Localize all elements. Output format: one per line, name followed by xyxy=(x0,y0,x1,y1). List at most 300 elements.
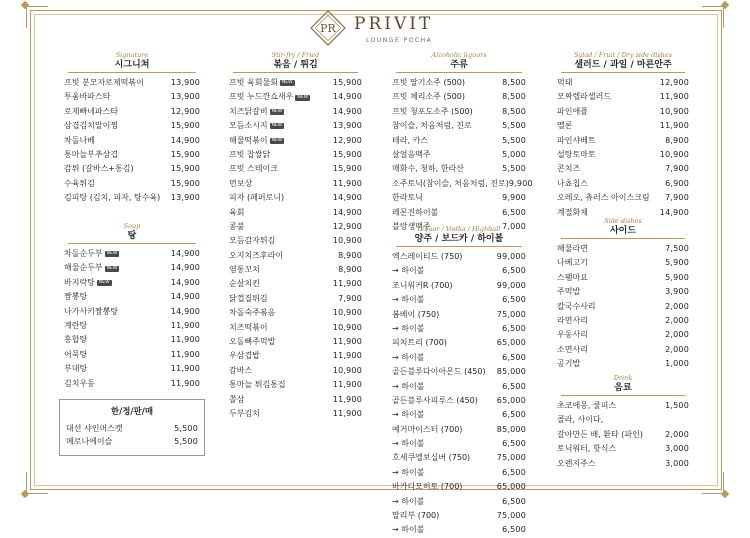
menu-item-name-wrap xyxy=(229,119,284,133)
menu-item-price: 8,500 xyxy=(502,106,526,116)
section-divider xyxy=(233,72,358,73)
menu-item-name-wrap xyxy=(557,191,650,205)
menu-item-price: 99,000 xyxy=(496,252,526,261)
menu-item-name-wrap xyxy=(392,191,423,205)
menu-item xyxy=(392,250,526,264)
menu-item xyxy=(557,300,689,314)
menu-item-price: 3,000 xyxy=(665,444,689,454)
menu-item-price: 1,500 xyxy=(665,401,689,410)
menu-item-price: 11,900 xyxy=(170,320,200,330)
menu-item-name: 갈아만든 배, 환타 (파인) xyxy=(557,429,643,439)
menu-item-name-wrap xyxy=(557,413,603,427)
menu-item xyxy=(557,399,689,413)
section-title-ko: 샐러드 / 과일 / 마른안주 xyxy=(574,60,672,70)
menu-item xyxy=(229,364,362,378)
menu-item-name-wrap xyxy=(64,119,118,133)
menu-item-name-wrap xyxy=(64,348,87,362)
menu-item-name: 프빗 찹쌀닭 xyxy=(229,149,271,159)
menu-item-price: 65,000 xyxy=(496,338,526,348)
menu-item-name: 치즈닭갈비 xyxy=(229,106,268,116)
menu-item-name-wrap xyxy=(557,428,643,442)
menu-item-name: 파인샤베트 xyxy=(557,135,596,145)
menu-item-price: 2,000 xyxy=(665,429,689,439)
menu-item-name-wrap xyxy=(392,250,462,264)
menu-item-price: 11,900 xyxy=(170,364,200,374)
menu-item-name-wrap xyxy=(392,437,424,451)
section-side xyxy=(557,217,689,372)
menu-item-name-wrap xyxy=(557,442,616,456)
section-signature xyxy=(64,51,200,206)
menu-item-name: 오지치즈후라이 xyxy=(229,250,284,260)
menu-item-name: 골든블루다이아몬드 (450) xyxy=(392,367,486,377)
menu-item-name: 프빗 청포도소주 (500) xyxy=(392,106,473,116)
menu-item-name-wrap xyxy=(392,509,439,523)
menu-item xyxy=(557,134,689,148)
menu-item-price: 11,900 xyxy=(170,335,200,345)
menu-item xyxy=(557,271,689,285)
liquor-list xyxy=(392,250,526,538)
menu-item-price: 99,000 xyxy=(496,280,526,290)
menu-item-name: 토닉워터, 핫식스 xyxy=(557,444,617,454)
section-divider xyxy=(561,395,685,396)
menu-item-name: 차돌숙주볶음 xyxy=(229,308,276,318)
menu-item-name: 소면사리 xyxy=(557,344,588,354)
menu-item-name-wrap xyxy=(229,148,270,162)
menu-item xyxy=(392,76,526,90)
menu-item-name: 레몬진하이볼 xyxy=(392,207,439,217)
menu-item-name-wrap xyxy=(229,407,260,421)
section-title-en: Side dishes xyxy=(604,217,642,225)
menu-item-price: 5,500 xyxy=(502,121,526,131)
menu-item-name-wrap xyxy=(392,351,424,365)
menu-item xyxy=(557,242,689,256)
menu-item xyxy=(557,457,689,471)
section-title-en: Liquor / Vodka / Highball xyxy=(417,225,501,233)
menu-item xyxy=(557,442,689,456)
menu-item-name: 바카디모히토 (700) xyxy=(392,482,463,492)
section-drink xyxy=(557,374,689,471)
menu-item-name: 수육튀김 xyxy=(64,178,95,188)
menu-item xyxy=(392,480,526,494)
menu-item-name: 프빗 딸기소주 (500) xyxy=(392,78,465,87)
menu-item xyxy=(229,277,362,291)
menu-item-price: 10,900 xyxy=(332,236,362,246)
menu-item-price: 11,900 xyxy=(332,279,362,289)
menu-item xyxy=(392,351,526,365)
menu-item-price: 8,900 xyxy=(665,135,689,145)
menu-item-price: 6,500 xyxy=(502,381,526,391)
menu-item-name-wrap xyxy=(229,177,252,191)
menu-item xyxy=(64,191,200,205)
menu-item-price: 11,900 xyxy=(332,380,362,390)
menu-item xyxy=(229,249,362,263)
menu-item-price: 3,900 xyxy=(665,287,689,297)
menu-item-name-wrap xyxy=(229,234,275,248)
menu-item xyxy=(392,119,526,133)
corner-dot-icon xyxy=(721,490,729,498)
menu-item-price: 5,900 xyxy=(665,258,689,268)
menu-item-name-wrap xyxy=(557,242,588,256)
menu-item-name: → 하이볼 xyxy=(392,467,425,477)
menu-item-name: 닭껍질튀김 xyxy=(229,293,268,303)
menu-item-name: 콘치즈 xyxy=(557,164,581,174)
menu-item-name: 조니워커R (700) xyxy=(392,280,453,290)
menu-item-name: 오레오, 츄러스 아이스크림 xyxy=(557,193,650,203)
menu-item-price: 75,000 xyxy=(496,309,526,319)
menu-item-name: 소주토닉(참이슬, 처음처럼, 진로) xyxy=(392,178,509,188)
section-title-en: Drink xyxy=(613,374,633,382)
menu-item xyxy=(64,348,200,362)
menu-item xyxy=(557,256,689,270)
menu-item-price: 65,000 xyxy=(496,482,526,492)
menu-item-price: 2,000 xyxy=(665,315,689,325)
new-badge: NEW xyxy=(271,123,283,129)
menu-item xyxy=(229,263,362,277)
menu-item-price: 15,900 xyxy=(332,149,362,159)
menu-item-name: 예거마이스터 (700) xyxy=(392,424,463,434)
alcohol-list xyxy=(392,76,533,234)
menu-item xyxy=(64,276,200,290)
menu-item-price: 14,900 xyxy=(332,207,362,217)
menu-item-price: 11,900 xyxy=(332,178,362,188)
menu-item xyxy=(64,119,200,133)
menu-item-name: 프빗 분모자로제떡볶이 xyxy=(64,78,144,87)
menu-item xyxy=(557,90,689,104)
menu-item-name: 해물떡볶이 xyxy=(229,135,268,145)
menu-item-price: 8,500 xyxy=(502,92,526,102)
menu-item xyxy=(557,177,689,191)
menu-item-name: 홍합탕 xyxy=(64,335,88,345)
menu-item-name: 통마늘 튀김통집 xyxy=(229,380,286,390)
menu-item xyxy=(64,290,200,304)
menu-item-name: 바지락탕 xyxy=(64,277,95,287)
menu-item xyxy=(64,105,200,119)
menu-item-price: 15,900 xyxy=(170,121,200,131)
menu-item-name-wrap xyxy=(392,423,462,437)
menu-item-name-wrap xyxy=(557,148,596,162)
menu-item-price: 15,900 xyxy=(332,164,362,174)
menu-item xyxy=(392,437,526,451)
menu-item-name-wrap xyxy=(557,328,588,342)
menu-item-price: 11,900 xyxy=(332,337,362,347)
menu-item xyxy=(229,90,362,104)
menu-item xyxy=(392,162,526,176)
menu-item-name-wrap xyxy=(557,177,588,191)
menu-item-name-wrap xyxy=(64,76,144,90)
section-divider xyxy=(561,238,685,239)
menu-item xyxy=(229,321,362,335)
menu-item xyxy=(392,177,533,191)
menu-item-name-wrap xyxy=(557,285,580,299)
menu-item-price: 15,900 xyxy=(170,178,200,188)
menu-item-name-wrap xyxy=(64,177,95,191)
menu-item-name-wrap xyxy=(392,119,472,133)
menu-item-price: 6,500 xyxy=(502,352,526,362)
menu-item xyxy=(64,148,200,162)
menu-item-price: 6,500 xyxy=(502,525,526,535)
menu-item xyxy=(392,495,526,509)
menu-item-name: → 하이볼 xyxy=(392,410,425,420)
menu-item-name-wrap xyxy=(229,321,268,335)
menu-item-name-wrap xyxy=(229,335,275,349)
menu-item-name: 나베고기 xyxy=(557,258,588,268)
menu-item-price: 7,900 xyxy=(665,164,689,174)
menu-item-name-wrap xyxy=(229,220,244,234)
section-divider xyxy=(396,72,522,73)
menu-item-price: 8,900 xyxy=(338,250,362,260)
section-alcohol xyxy=(392,51,533,234)
section-divider xyxy=(68,243,196,244)
menu-item-name: → 하이볼 xyxy=(392,381,425,391)
menu-item-name-wrap xyxy=(392,76,465,90)
menu-item-name-wrap xyxy=(229,105,284,119)
menu-item-name-wrap xyxy=(557,399,616,413)
menu-item-price: 1,000 xyxy=(665,359,689,369)
menu-item-price: 2,000 xyxy=(665,344,689,354)
menu-item-name: 라면사리 xyxy=(557,315,588,325)
menu-item xyxy=(64,362,200,376)
menu-item xyxy=(229,76,362,90)
menu-item-name: 치즈떡볶이 xyxy=(229,322,268,332)
menu-item xyxy=(557,314,689,328)
menu-item-price: 6,500 xyxy=(502,467,526,477)
menu-item-price: 15,900 xyxy=(332,78,362,87)
menu-item-name: 모듬감자튀김 xyxy=(229,236,276,246)
menu-item-price: 6,500 xyxy=(502,207,526,217)
menu-item xyxy=(392,308,526,322)
menu-item-price: 2,000 xyxy=(665,330,689,340)
new-badge: NEW xyxy=(98,279,110,285)
menu-item-name: 투움바파스타 xyxy=(64,92,111,102)
menu-item-price: 10,900 xyxy=(332,322,362,332)
menu-item-name-wrap xyxy=(64,377,95,391)
menu-item-name-wrap xyxy=(557,119,572,133)
menu-item xyxy=(64,162,200,176)
section-title-ko: 시그니쳐 xyxy=(114,60,150,70)
new-badge: NEW xyxy=(297,94,309,100)
menu-item-name: 통마늘부추삼겹 xyxy=(64,149,119,159)
menu-item-name-wrap xyxy=(392,523,424,537)
menu-item xyxy=(392,380,526,394)
stirfry-list xyxy=(229,76,362,421)
menu-item-name-wrap xyxy=(64,105,118,119)
menu-item xyxy=(392,206,526,220)
menu-item-price: 6,500 xyxy=(502,266,526,276)
section-salad xyxy=(557,51,689,220)
corner-ornament-bottom-left xyxy=(26,472,48,494)
menu-item-name: 프빗 누드깐쇼새우 xyxy=(229,92,294,102)
menu-item xyxy=(229,119,362,133)
menu-item-name-wrap xyxy=(66,422,123,435)
brand-subtitle: LOUNGE POCHA xyxy=(366,37,433,44)
menu-item-price: 9,900 xyxy=(508,178,533,188)
menu-item xyxy=(229,234,362,248)
menu-item xyxy=(557,328,689,342)
section-title-ko: 사이드 xyxy=(609,226,637,236)
corner-ornament-bottom-right xyxy=(702,472,724,494)
menu-item-price: 10,900 xyxy=(332,365,362,375)
menu-item-name: 오돌뼈주먹밥 xyxy=(229,337,276,347)
section-title-ko: 탕 xyxy=(127,231,137,241)
menu-item-name-wrap xyxy=(64,319,87,333)
limited-edition-box xyxy=(59,399,205,456)
menu-item-name: 참이슬, 처음처럼, 진로 xyxy=(392,121,472,131)
menu-item xyxy=(557,105,689,119)
menu-item-price: 12,900 xyxy=(332,135,362,145)
menu-item xyxy=(557,148,689,162)
menu-item-name-wrap xyxy=(64,362,87,376)
menu-item-name: 모짜렐라샐러드 xyxy=(557,92,612,102)
menu-item-price: 11,900 xyxy=(170,378,200,388)
menu-item-name: 말리부 (700) xyxy=(392,511,440,521)
menu-item-name: 순살치킨 xyxy=(229,279,260,289)
menu-item-price: 7,900 xyxy=(338,293,362,303)
menu-item-name: 어묵탕 xyxy=(64,349,88,359)
menu-item-price: 8,900 xyxy=(338,265,362,275)
menu-item-name: 설탕토마토 xyxy=(557,149,596,159)
menu-item-name: 우동사리 xyxy=(557,330,588,340)
menu-item-price: 5,000 xyxy=(502,149,526,159)
menu-item-name-wrap xyxy=(66,435,112,448)
menu-item-price: 11,900 xyxy=(659,92,689,102)
menu-item-name-wrap xyxy=(392,206,438,220)
menu-item xyxy=(229,292,362,306)
menu-item-price: 2,000 xyxy=(665,301,689,311)
new-badge: NEW xyxy=(271,108,283,114)
menu-item-name-wrap xyxy=(557,343,588,357)
menu-item-name-wrap xyxy=(229,263,260,277)
limited-edition-list xyxy=(66,422,198,448)
menu-item-price: 6,500 xyxy=(502,295,526,305)
menu-item-name: 콩불 xyxy=(229,221,245,231)
menu-item-name: 먼보상 xyxy=(229,178,253,188)
menu-item-name: 부대탕 xyxy=(64,364,88,374)
menu-item-name-wrap xyxy=(392,177,509,191)
menu-item-name-wrap xyxy=(392,408,424,422)
menu-item-price: 7,500 xyxy=(665,244,689,253)
section-title-en: Alcoholic liquors xyxy=(431,51,487,59)
menu-item-name: 한라토닉 xyxy=(392,193,423,203)
menu-item-price: 75,000 xyxy=(496,453,526,463)
menu-item-name-wrap xyxy=(392,365,486,379)
menu-item-name-wrap xyxy=(229,76,295,90)
soup-list xyxy=(64,247,200,391)
menu-item-name: → 하이볼 xyxy=(392,352,425,362)
menu-item-name-wrap xyxy=(392,336,447,350)
menu-item xyxy=(557,285,689,299)
menu-item-name-wrap xyxy=(392,394,478,408)
menu-item-name: 테라, 카스 xyxy=(392,135,428,145)
menu-item-price: 12,900 xyxy=(170,106,200,116)
menu-item-price: 12,900 xyxy=(659,78,689,87)
menu-item xyxy=(392,279,526,293)
menu-item-name-wrap xyxy=(229,134,284,148)
menu-item-name-wrap xyxy=(392,451,470,465)
menu-item xyxy=(392,509,526,523)
menu-item-price: 6,500 xyxy=(502,439,526,449)
menu-item-name-wrap xyxy=(64,191,160,205)
menu-item-name: 나가사키짬뽕탕 xyxy=(64,306,119,316)
menu-item xyxy=(64,319,200,333)
menu-item-name: 오렌지주스 xyxy=(557,458,596,468)
menu-item-name: 모듬소시지 xyxy=(229,121,268,131)
menu-item xyxy=(557,162,689,176)
section-title-ko: 볶음 / 튀김 xyxy=(273,60,318,70)
menu-item-name-wrap xyxy=(229,292,268,306)
menu-item-name-wrap xyxy=(64,162,134,176)
menu-item xyxy=(229,162,362,176)
drink-list xyxy=(557,399,689,471)
menu-item-name: 초코에몽, 쿨피스 xyxy=(557,401,617,410)
menu-item-price: 5,900 xyxy=(665,272,689,282)
menu-item xyxy=(66,435,198,448)
menu-item-name-wrap xyxy=(64,134,95,148)
section-liquor xyxy=(392,225,526,538)
new-badge: NEW xyxy=(271,137,283,143)
menu-item-price: 8,500 xyxy=(502,78,526,87)
brand-name: PRIVIT xyxy=(354,14,434,34)
menu-item-price: 7,900 xyxy=(665,193,689,203)
menu-item-name-wrap xyxy=(64,148,118,162)
menu-item-name: → 하이볼 xyxy=(392,266,425,276)
menu-item xyxy=(557,413,689,427)
section-title-en: Salad / Fruit / Dry side dishes xyxy=(573,51,673,59)
menu-item-name-wrap xyxy=(557,271,588,285)
section-soup xyxy=(64,222,200,391)
menu-item-price: 14,900 xyxy=(659,207,689,217)
menu-item xyxy=(229,191,362,205)
menu-item-name: → 하이볼 xyxy=(392,525,425,535)
menu-item-name-wrap xyxy=(229,349,260,363)
menu-item-name-wrap xyxy=(64,276,112,290)
menu-item-name: 주먹밥 xyxy=(557,287,581,297)
menu-item xyxy=(229,134,362,148)
menu-item-name: 삼겹김치말이찜 xyxy=(64,121,119,131)
section-title-ko: 주류 xyxy=(450,60,468,70)
menu-item-name: → 하이볼 xyxy=(392,323,425,333)
menu-item-name-wrap xyxy=(392,279,453,293)
menu-item xyxy=(229,105,362,119)
salad-list xyxy=(557,76,689,220)
menu-item-price: 13,900 xyxy=(170,193,200,203)
menu-item-name-wrap xyxy=(229,364,252,378)
menu-item-name: 프빗 스테이크 xyxy=(229,164,278,174)
menu-item xyxy=(557,76,689,90)
menu-item-name-wrap xyxy=(392,90,465,104)
menu-item-name-wrap xyxy=(557,105,588,119)
new-badge: NEW xyxy=(106,265,118,271)
menu-item-price: 13,900 xyxy=(170,92,200,102)
menu-item xyxy=(392,148,526,162)
menu-item-name: 차돌나베 xyxy=(64,135,95,145)
menu-item-price: 5,500 xyxy=(502,164,526,174)
menu-item-price: 6,500 xyxy=(502,323,526,333)
menu-item-price: 9,900 xyxy=(502,193,526,203)
menu-item-name-wrap xyxy=(64,247,119,261)
menu-item xyxy=(392,322,526,336)
menu-item-price: 14,900 xyxy=(332,92,362,102)
menu-item-name-wrap xyxy=(392,480,462,494)
menu-item-name: 두부김치 xyxy=(229,408,260,418)
menu-item xyxy=(392,336,526,350)
menu-item-name: 콜라, 사이다, xyxy=(557,415,604,425)
menu-item-name-wrap xyxy=(229,277,260,291)
menu-item xyxy=(557,428,689,442)
menu-item-name: → 하이볼 xyxy=(392,439,425,449)
menu-item-name-wrap xyxy=(229,306,275,320)
menu-item-price: 13,900 xyxy=(332,121,362,131)
menu-item-name: 감튀 (갈바스+통김) xyxy=(64,164,134,174)
